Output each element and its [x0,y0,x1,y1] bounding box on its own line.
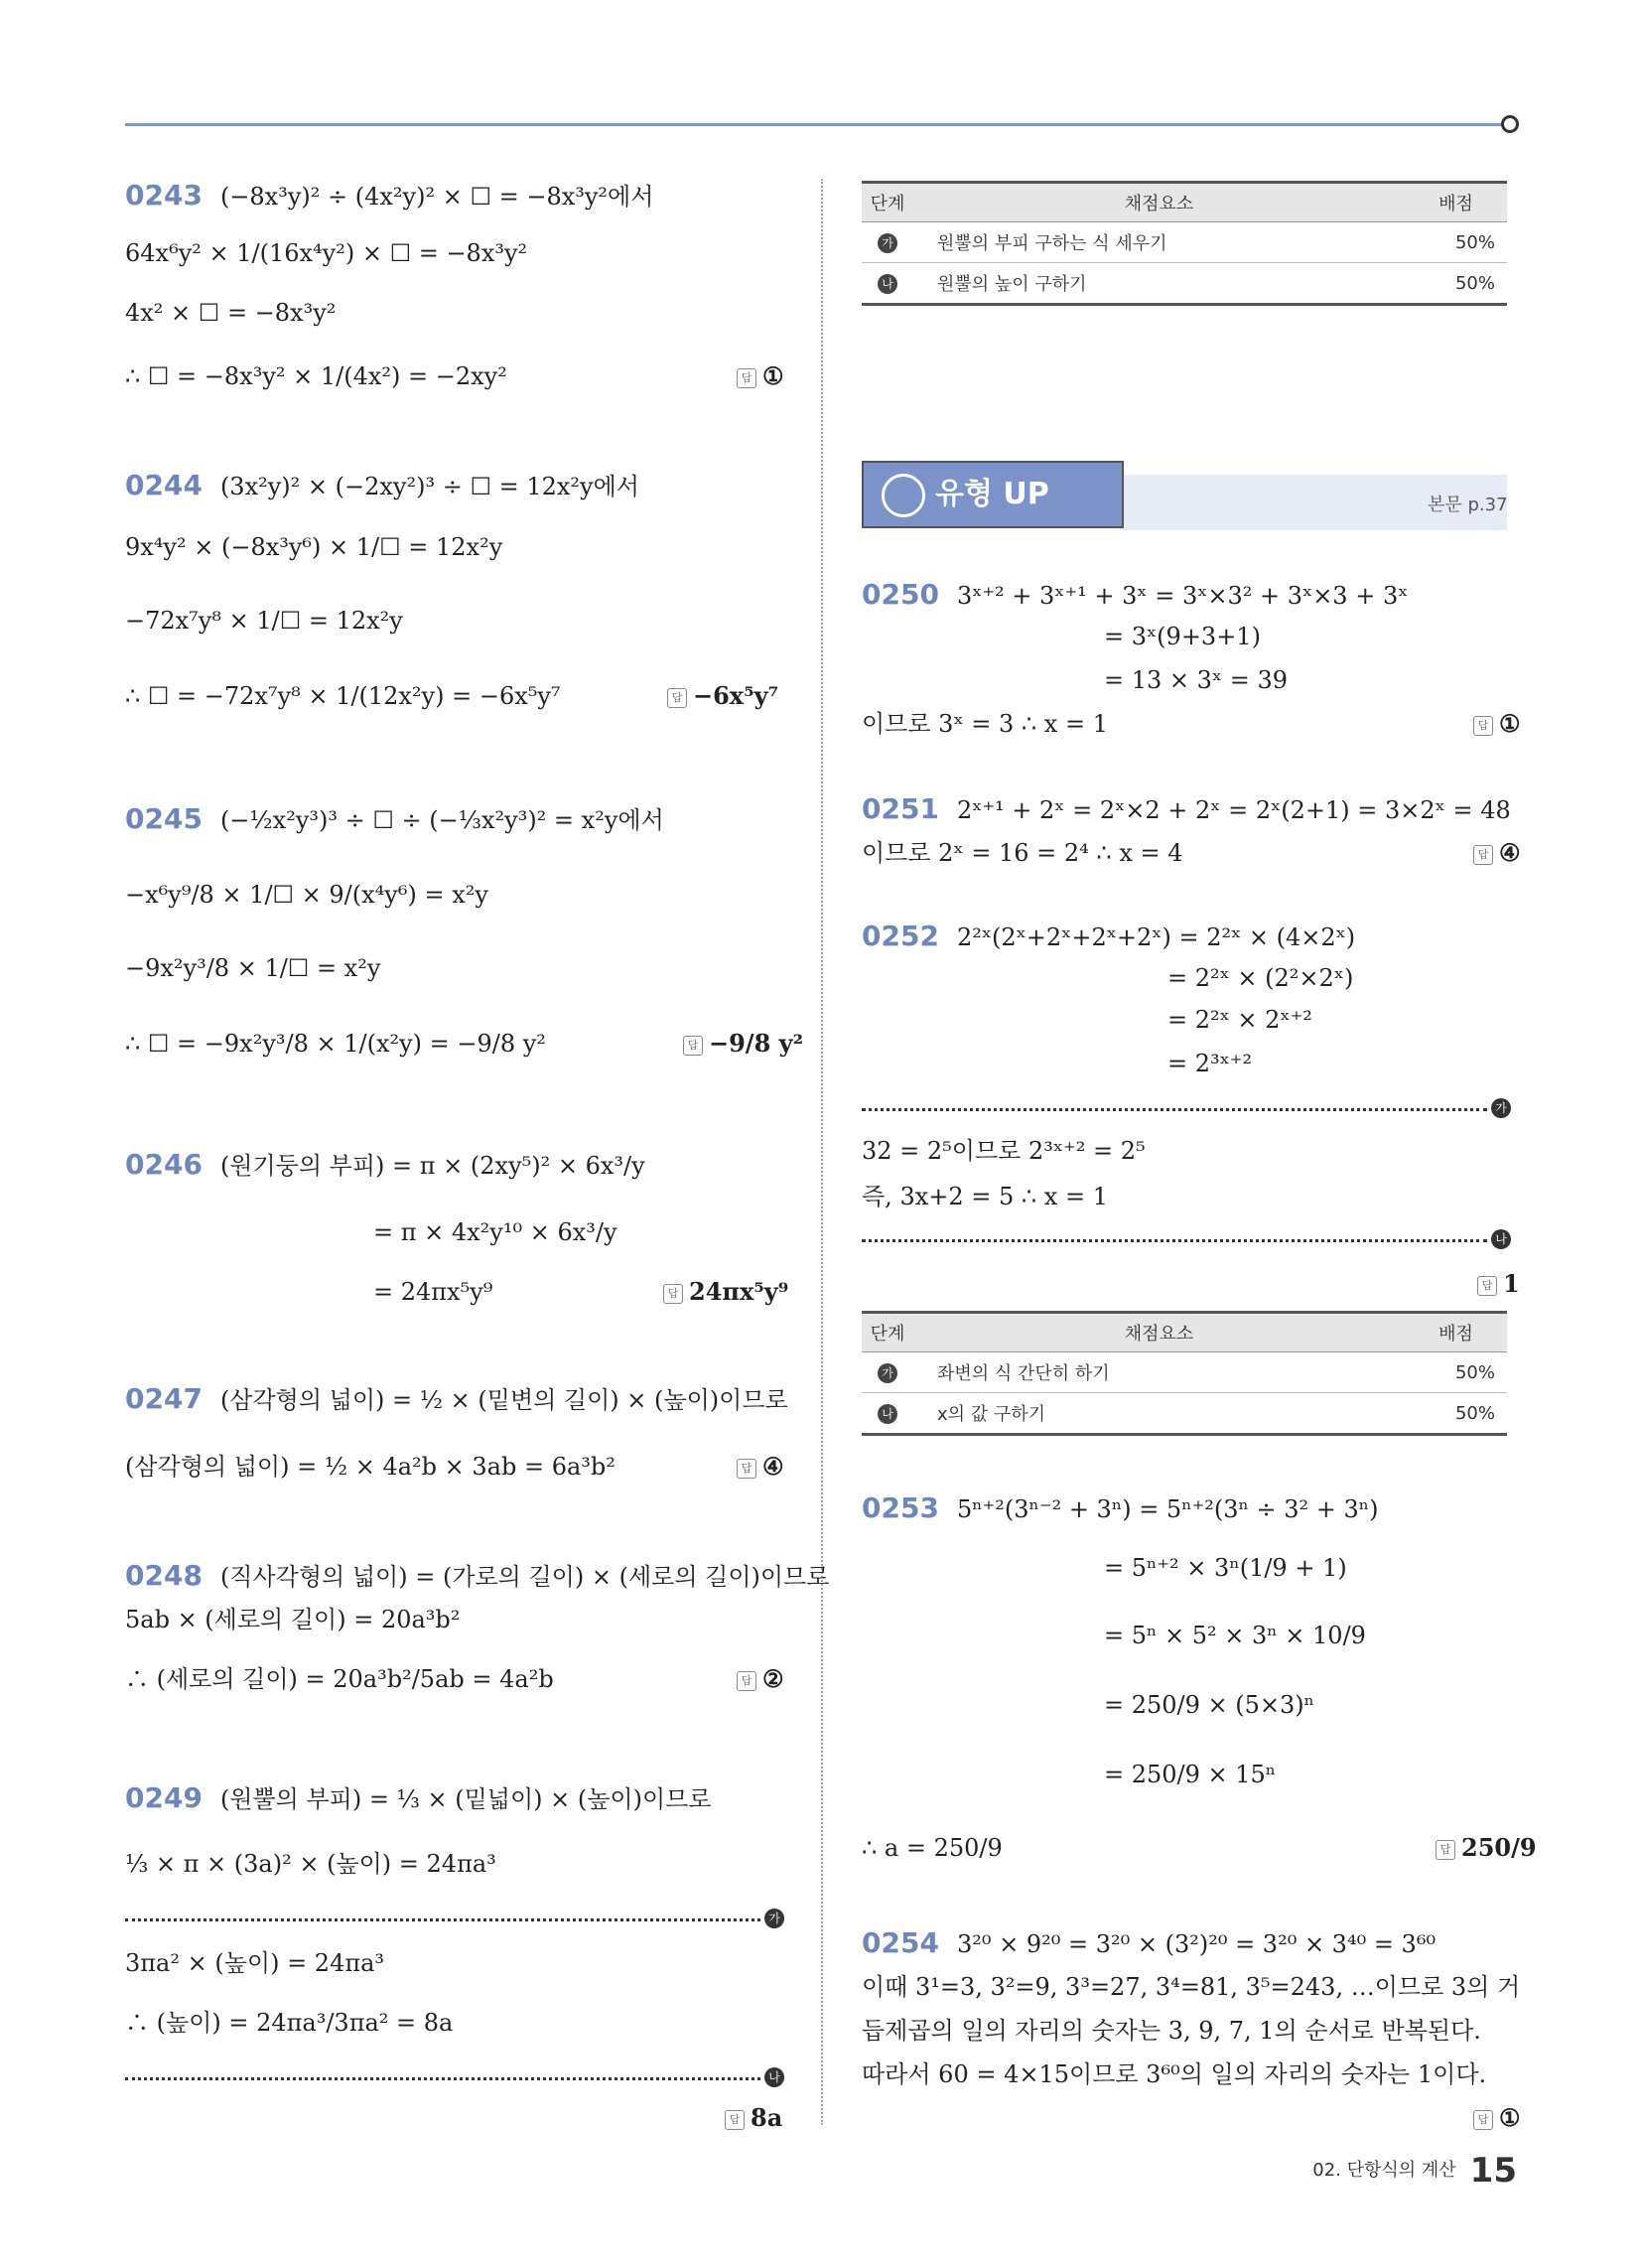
problem-0252-line-4: = 2³ˣ⁺² [1167,1050,1253,1077]
badge-title: 유형 UP [935,477,1049,511]
table-header: 채점요소 [913,183,1405,222]
page-number: 15 [1469,2151,1517,2191]
answer-0244 [667,681,778,711]
answer-0248 [737,1664,784,1694]
problem-0244-line-4: ∴ ☐ = −72x⁷y⁸ × 1/(12x²y) = −6x⁵y⁷ [125,682,561,710]
problem-0245-line-2: −x⁶y⁹/8 × 1/☐ × 9/(x⁴y⁶) = x²y [125,881,488,909]
answer-icon: 답 [1473,716,1493,736]
table-header: 단계 [862,1313,913,1352]
answer-0245 [683,1029,803,1059]
answer-icon: 답 [667,688,687,708]
step-marker-ga: 가 [1491,1098,1511,1118]
gauge-icon [882,474,925,517]
problem-0245-line-3: −9x²y³/8 × 1/☐ = x²y [125,954,381,982]
table-header: 채점요소 [913,1313,1405,1352]
problem-number: 0249 [125,1781,203,1814]
math-line: 5ⁿ⁺²(3ⁿ⁻² + 3ⁿ) = 5ⁿ⁺²(3ⁿ ÷ 3² + 3ⁿ) [956,1495,1379,1523]
problem-0245-line-4: ∴ ☐ = −9x²y³/8 × 1/(x²y) = −9/8 y² [125,1030,546,1058]
problem-0253-line-4: = 250/9 × (5×3)ⁿ [1104,1691,1315,1719]
answer-icon: 답 [1473,2110,1493,2130]
answer-0251 [1473,838,1521,868]
step-marker-na: 나 [1491,1229,1511,1249]
problem-0245-line-1 [125,804,664,835]
step-marker-ga: 가 [764,1909,784,1928]
problem-0246-line-2: = π × 4x²y¹⁰ × 6x³/y [373,1218,617,1246]
problem-number: 0254 [862,1926,939,1959]
table-step [862,1393,913,1435]
step-badge: 나 [878,274,897,294]
answer-0246 [663,1277,788,1307]
problem-0254-line-2: 이때 3¹=3, 3²=9, 3³=27, 3⁴=81, 3⁵=243, …이므로 3의 거 [862,1973,1521,2001]
badge-page-ref: 본문 p.37 [1428,495,1508,515]
answer-icon: 답 [737,368,756,388]
math-line: (3x²y)² × (−2xy²)³ ÷ ☐ = 12x²y에서 [219,473,639,500]
problem-0244-line-3: −72x⁷y⁸ × 1/☐ = 12x²y [125,607,403,635]
problem-0244-line-2: 9x⁴y² × (−8x³y⁶) × 1/☐ = 12x²y [125,533,503,561]
step-badge: 가 [878,233,897,253]
problem-0252-line-5: 32 = 2⁵이므로 2³ˣ⁺² = 2⁵ [862,1137,1146,1165]
problem-0251-line-2: 이므로 2ˣ = 16 = 2⁴ ∴ x = 4 [862,839,1183,867]
table-score: 50% [1405,1352,1507,1393]
problem-0252-line-6: 즉, 3x+2 = 5 ∴ x = 1 [862,1183,1108,1210]
answer-value: ① [762,361,784,390]
table-row [862,1393,1507,1435]
answer-value: ④ [762,1452,784,1481]
problem-0252-line-3: = 2²ˣ × 2ˣ⁺² [1167,1006,1312,1034]
answer-0249 [725,2103,782,2133]
math-line: (−½x²y³)³ ÷ ☐ ÷ (−⅓x²y³)² = x²y에서 [219,806,664,834]
problem-0243-line-1 [125,181,653,212]
math-line: (직사각형의 넓이) = (가로의 길이) × (세로의 길이)이므로 [219,1563,830,1591]
problem-number: 0244 [125,469,203,501]
problem-number: 0253 [862,1491,939,1524]
problem-0244-line-1 [125,471,639,501]
answer-0243 [737,361,784,391]
table-score: 50% [1405,1393,1507,1435]
top-rule-end-dot [1501,115,1519,133]
table-item: 좌변의 식 간단히 하기 [913,1352,1405,1393]
answer-0254 [1473,2103,1521,2133]
problem-0252-line-2: = 2²ˣ × (2²×2ˣ) [1167,964,1354,992]
table-header-row [862,183,1507,222]
table-header: 단계 [862,183,913,222]
problem-0247-line-2: (삼각형의 넓이) = ½ × 4a²b × 3ab = 6a³b² [125,1453,616,1481]
math-line: 3ˣ⁺² + 3ˣ⁺¹ + 3ˣ = 3ˣ×3² + 3ˣ×3 + 3ˣ [956,582,1409,610]
top-rule [125,123,1507,126]
problem-0250-line-3: = 13 × 3ˣ = 39 [1104,666,1288,694]
table-header: 배점 [1405,1313,1507,1352]
answer-value: −9/8 y² [709,1029,804,1058]
problem-number: 0250 [862,578,939,611]
table-row [862,222,1507,263]
problem-number: 0246 [125,1148,203,1181]
math-line: (원뿔의 부피) = ⅓ × (밑넓이) × (높이)이므로 [219,1785,712,1813]
answer-icon: 답 [725,2110,745,2130]
problem-0250-line-1 [862,580,1408,611]
step-badge: 나 [878,1404,897,1424]
answer-icon: 답 [737,1459,756,1479]
table-step [862,222,913,263]
table-score: 50% [1405,263,1507,305]
table-step [862,1352,913,1393]
problem-0253-line-6: ∴ a = 250/9 [862,1834,1003,1862]
step-marker-na: 나 [764,2067,784,2087]
problem-0246-line-3: = 24πx⁵y⁹ [373,1278,493,1306]
table-item: x의 값 구하기 [913,1393,1405,1435]
problem-0249-line-4: ∴ (높이) = 24πa³/3πa² = 8a [125,2009,454,2037]
answer-value: 1 [1503,1269,1520,1298]
math-line: 2ˣ⁺¹ + 2ˣ = 2ˣ×2 + 2ˣ = 2ˣ(2+1) = 3×2ˣ = 48 [956,796,1511,824]
answer-icon: 답 [1473,845,1493,865]
step-badge: 가 [878,1363,897,1383]
problem-0253-line-2: = 5ⁿ⁺² × 3ⁿ(1/9 + 1) [1104,1554,1347,1582]
problem-0254-line-3: 듭제곱의 일의 자리의 숫자는 3, 9, 7, 1의 순서로 반복된다. [862,2017,1481,2045]
problem-0246-line-1 [125,1150,645,1181]
problem-0243-line-3: 4x² × ☐ = −8x³y² [125,299,337,327]
dotted-divider [125,1918,760,1921]
answer-value: −6x⁵y⁷ [693,681,779,710]
problem-0252-line-1 [862,921,1355,952]
problem-0249-line-2: ⅓ × π × (3a)² × (높이) = 24πa³ [125,1850,496,1878]
math-line: (−8x³y)² ÷ (4x²y)² × ☐ = −8x³y²에서 [219,183,654,211]
table-header: 배점 [1405,183,1507,222]
answer-icon: 답 [1436,1840,1455,1860]
answer-icon: 답 [1477,1276,1497,1296]
table-row [862,1352,1507,1393]
answer-icon: 답 [683,1036,703,1056]
answer-value: ① [1499,2103,1521,2132]
problem-0253-line-1 [862,1493,1379,1524]
answer-value: 24πx⁵y⁹ [689,1277,789,1306]
table-score: 50% [1405,222,1507,263]
answer-value: ② [762,1664,784,1693]
section-badge [862,461,1124,528]
problem-0251-line-1 [862,794,1511,825]
math-line: 2²ˣ(2ˣ+2ˣ+2ˣ+2ˣ) = 2²ˣ × (4×2ˣ) [956,923,1356,951]
problem-0253-line-3: = 5ⁿ × 5² × 3ⁿ × 10/9 [1104,1622,1366,1649]
problem-number: 0251 [862,792,939,825]
problem-0254-line-1 [862,1928,1436,1959]
problem-0248-line-2: 5ab × (세로의 길이) = 20a³b² [125,1606,461,1633]
problem-0250-line-2: = 3ˣ(9+3+1) [1104,623,1261,650]
table-row [862,263,1507,305]
answer-icon: 답 [737,1671,756,1691]
problem-0250-line-4: 이므로 3ˣ = 3 ∴ x = 1 [862,710,1108,738]
math-line: (삼각형의 넓이) = ½ × (밑변의 길이) × (높이)이므로 [219,1386,788,1414]
problem-0247-line-1 [125,1384,788,1415]
problem-0248-line-1 [125,1561,829,1592]
page-footer [1312,2151,1517,2191]
problem-number: 0243 [125,179,203,212]
answer-value: 250/9 [1461,1833,1537,1862]
table-item: 원뿔의 높이 구하기 [913,263,1405,305]
problem-0249-line-3: 3πa² × (높이) = 24πa³ [125,1949,385,1977]
answer-value: 8a [751,2103,783,2132]
dotted-divider [862,1239,1487,1242]
answer-0247 [737,1452,784,1482]
scoring-table-1 [862,181,1507,306]
problem-0243-line-4: ∴ ☐ = −8x³y² × 1/(4x²) = −2xy² [125,362,507,390]
dotted-divider [125,2077,760,2080]
problem-0248-line-3: ∴ (세로의 길이) = 20a³b²/5ab = 4a²b [125,1665,554,1693]
problem-0243-line-2: 64x⁶y² × 1/(16x⁴y²) × ☐ = −8x³y² [125,239,528,267]
table-step [862,263,913,305]
table-item: 원뿔의 부피 구하는 식 세우기 [913,222,1405,263]
answer-0253 [1436,1833,1537,1863]
problem-number: 0247 [125,1382,203,1415]
scoring-table-2 [862,1311,1507,1436]
answer-value: ① [1499,709,1521,738]
answer-value: ④ [1499,838,1521,867]
problem-number: 0248 [125,1559,203,1592]
chapter-title: 02. 단항식의 계산 [1312,2160,1456,2181]
column-separator [821,179,823,2125]
math-line: 3²⁰ × 9²⁰ = 3²⁰ × (3²)²⁰ = 3²⁰ × 3⁴⁰ = 3⁶⁰ [956,1930,1437,1958]
math-line: (원기둥의 부피) = π × (2xy⁵)² × 6x³/y [219,1152,645,1180]
answer-0252 [1477,1269,1520,1299]
problem-0254-line-4: 따라서 60 = 4×15이므로 3⁶⁰의 일의 자리의 숫자는 1이다. [862,2060,1487,2088]
answer-icon: 답 [663,1284,683,1304]
answer-0250 [1473,709,1521,739]
problem-number: 0245 [125,802,203,835]
problem-number: 0252 [862,920,939,952]
table-header-row [862,1313,1507,1352]
problem-0253-line-5: = 250/9 × 15ⁿ [1104,1761,1277,1788]
dotted-divider [862,1108,1487,1111]
problem-0249-line-1 [125,1783,712,1814]
